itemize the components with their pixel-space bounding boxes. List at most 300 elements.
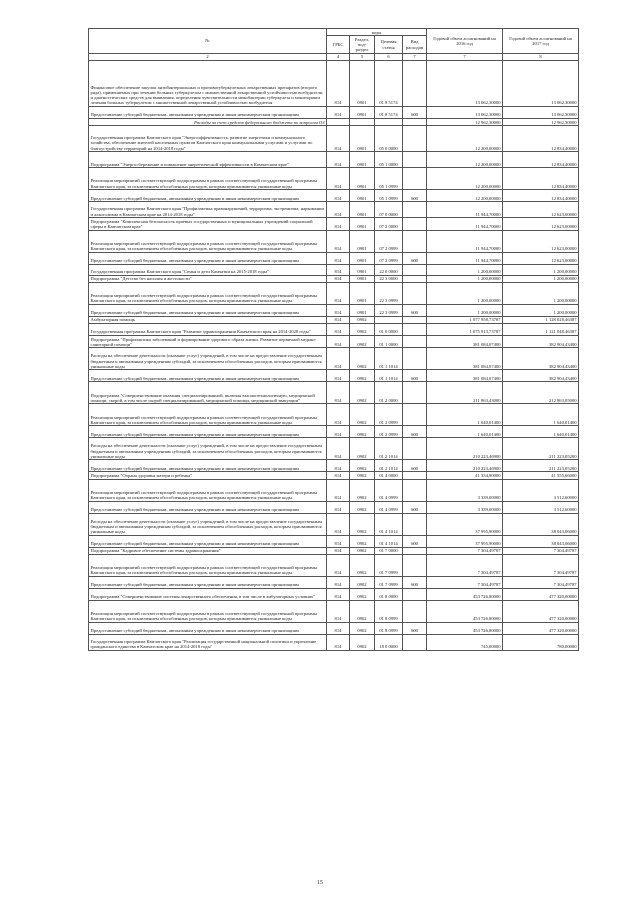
row-name-cell: Подпрограмма "Комплексная безопасность краевых государственных и муниципальных учреждений социальной сферы в Камчатском крае" xyxy=(89,218,327,230)
row-target-cell xyxy=(375,316,403,323)
row-grbs-cell: 814 xyxy=(327,252,350,264)
row-name-cell: Подпрограмма "Совершенствование оказания специализированной, включая высокотехнологичную, медицинской помощи, скорой, в том числе скорой специализированной, медицинской помощи, медицинской эвакуации" xyxy=(89,382,327,404)
row-section-cell xyxy=(350,119,375,126)
table-row xyxy=(89,535,579,547)
row-exptype-cell xyxy=(403,264,427,275)
row-name-cell: Подпрограмма "Охрана здоровья матери и ребенка" xyxy=(89,472,327,479)
row-target-cell: 01 2 0000 xyxy=(375,382,403,404)
row-2016-cell: 37 995,90000 xyxy=(427,513,503,535)
row-name-cell: Предоставление субсидий бюджетным, автономным учреждениям и иным некоммерческим организациям xyxy=(89,501,327,513)
table-row xyxy=(89,600,579,622)
row-grbs-cell: 814 xyxy=(327,107,350,119)
row-2016-cell: 453 726,80000 xyxy=(427,588,503,600)
row-grbs-cell: 814 xyxy=(327,588,350,600)
row-target-cell: 01 8 0999 xyxy=(375,622,403,634)
row-grbs-cell xyxy=(327,119,350,126)
table-row xyxy=(89,622,579,634)
budget-table xyxy=(88,28,579,651)
row-exptype-cell xyxy=(403,282,427,304)
row-name-cell: Реализация мероприятий соответствующей подпрограммы в рамках соответствующей государственной программы Камчатского края, за исключением обособленных расходов, которым присваиваются уникальные коды xyxy=(89,168,327,190)
row-name-cell: Предоставление субсидий бюджетным, автономным учреждениям и иным некоммерческим организациям xyxy=(89,190,327,202)
row-name-cell: Подпрограмма "Энергосбережение и повышение энергетической эффективности в Камчатском крае" xyxy=(89,152,327,168)
row-name-cell: Предоставление субсидий бюджетным, автономным учреждениям и иным некоммерческим организациям xyxy=(89,460,327,472)
header-number: № xyxy=(89,29,327,54)
row-2016-cell: 7 304,49787 xyxy=(427,547,503,554)
table-row xyxy=(89,275,579,282)
row-2016-cell: 12 200,00000 xyxy=(427,168,503,190)
row-section-cell: 0901 xyxy=(350,126,375,152)
row-section-cell: 0902 xyxy=(350,472,375,479)
row-target-cell: 01 2 1014 xyxy=(375,460,403,472)
row-2017-cell: 13 062,30000 xyxy=(503,61,579,107)
row-name-cell: Финансовое обеспечение закупок антибактериальных и противотуберкулезных лекарственных препаратов (второго ряда), применяемых при лечении больных туберкулезом с множественной лекарственной устойчивостью возбудителя, и диагностических средств для выявления, определения чувствительности микобактерии туберкулеза и мониторинга лечения больных туберкулезом с множественной лекарственной устойчивостью возбудителя xyxy=(89,61,327,107)
row-grbs-cell: 814 xyxy=(327,547,350,554)
row-target-cell: 01 8 0999 xyxy=(375,600,403,622)
table-row xyxy=(89,588,579,600)
row-grbs-cell: 814 xyxy=(327,426,350,438)
row-section-cell: 0902 xyxy=(350,588,375,600)
row-exptype-cell xyxy=(403,438,427,460)
row-name-cell: Реализация мероприятий соответствующей подпрограммы в рамках соответствующей государственной программы Камчатского края, за исключением обособленных расходов, которым присваиваются уникальные коды xyxy=(89,282,327,304)
row-2016-cell: 11 944,70000 xyxy=(427,218,503,230)
row-exptype-cell: 600 xyxy=(403,426,427,438)
column-number: 5 xyxy=(350,53,375,60)
table-row xyxy=(89,304,579,316)
row-target-cell: 07 2 0000 xyxy=(375,218,403,230)
row-section-cell: 0901 xyxy=(350,252,375,264)
row-name-cell: Подпрограмма "Профилактика заболеваний и формирование здорового образа жизни. Развитие первичной медико-санитарной помощи" xyxy=(89,336,327,348)
row-exptype-cell: 600 xyxy=(403,622,427,634)
table-row xyxy=(89,554,579,576)
row-grbs-cell: 814 xyxy=(327,535,350,547)
row-target-cell: 01 2 0999 xyxy=(375,404,403,426)
row-section-cell: 0902 xyxy=(350,576,375,588)
row-exptype-cell xyxy=(403,382,427,404)
row-target-cell: 01 8 5174 xyxy=(375,61,403,107)
row-2017-cell: 13 062,30000 xyxy=(503,107,579,119)
row-2016-cell: 1 200,00000 xyxy=(427,264,503,275)
row-exptype-cell xyxy=(403,202,427,218)
row-2016-cell: 7 304,49787 xyxy=(427,554,503,576)
row-grbs-cell: 814 xyxy=(327,126,350,152)
row-section-cell: 0901 xyxy=(350,230,375,252)
row-grbs-cell: 814 xyxy=(327,264,350,275)
row-section-cell: 0901 xyxy=(350,264,375,275)
table-row xyxy=(89,264,579,275)
table-row xyxy=(89,479,579,501)
row-exptype-cell xyxy=(403,218,427,230)
table-row xyxy=(89,126,579,152)
row-exptype-cell xyxy=(403,61,427,107)
row-2016-cell: 3 339,00000 xyxy=(427,501,503,513)
table-row xyxy=(89,382,579,404)
row-grbs-cell: 814 xyxy=(327,370,350,382)
row-section-cell: 0901 xyxy=(350,168,375,190)
row-grbs-cell: 814 xyxy=(327,304,350,316)
row-2016-cell: 745,00000 xyxy=(427,634,503,650)
row-section-cell: 0902 xyxy=(350,460,375,472)
row-target-cell: 01 7 0999 xyxy=(375,576,403,588)
row-section-cell: 0901 xyxy=(350,282,375,304)
table-row xyxy=(89,472,579,479)
row-exptype-cell: 600 xyxy=(403,535,427,547)
row-target-cell: 05 1 0999 xyxy=(375,168,403,190)
row-2017-cell: 1 121 048,46387 xyxy=(503,324,579,336)
row-2017-cell: 12 962,30000 xyxy=(503,119,579,126)
row-grbs-cell: 814 xyxy=(327,554,350,576)
row-2017-cell: 1 128 028,46387 xyxy=(503,316,579,323)
row-exptype-cell: 600 xyxy=(403,370,427,382)
row-exptype-cell xyxy=(403,348,427,370)
table-row xyxy=(89,370,579,382)
column-number: 2 xyxy=(89,53,327,60)
row-name-cell: Подпрограмма "Кадровое обеспечение системы здравоохранения" xyxy=(89,547,327,554)
row-2017-cell: 12 834,40000 xyxy=(503,126,579,152)
row-2016-cell: 381 084,07400 xyxy=(427,336,503,348)
row-exptype-cell xyxy=(403,336,427,348)
row-2017-cell: 1 640,01400 xyxy=(503,404,579,426)
row-grbs-cell: 814 xyxy=(327,152,350,168)
table-row xyxy=(89,576,579,588)
row-name-cell: Подпрограмма "Детство без насилия и жестокости" xyxy=(89,275,327,282)
table-row xyxy=(89,202,579,218)
row-name-cell: Подпрограмма "Совершенствование системы лекарственного обеспечения, в том числе в амбулаторных условиях" xyxy=(89,588,327,600)
table-row xyxy=(89,168,579,190)
table-row xyxy=(89,230,579,252)
row-grbs-cell: 814 xyxy=(327,275,350,282)
row-grbs-cell: 814 xyxy=(327,600,350,622)
row-2017-cell: 1 200,00000 xyxy=(503,282,579,304)
row-target-cell: 07 0 0000 xyxy=(375,202,403,218)
table-row xyxy=(89,107,579,119)
row-name-cell: Государственная программа Камчатского края "Развитие здравоохранения Камчатского края на 2014-2020 годы" xyxy=(89,324,327,336)
row-name-cell: Предоставление субсидий бюджетным, автономным учреждениям и иным некоммерческим организациям xyxy=(89,622,327,634)
row-2016-cell: 1 200,00000 xyxy=(427,282,503,304)
row-exptype-cell: 600 xyxy=(403,304,427,316)
row-section-cell: 0902 xyxy=(350,554,375,576)
column-number: 6 xyxy=(375,53,403,60)
row-grbs-cell: 814 xyxy=(327,316,350,323)
row-2016-cell: 381 084,07400 xyxy=(427,348,503,370)
table-row xyxy=(89,426,579,438)
row-2017-cell: 3 512,60000 xyxy=(503,479,579,501)
row-grbs-cell: 814 xyxy=(327,190,350,202)
row-2016-cell: 210 223,46900 xyxy=(427,460,503,472)
row-section-cell: 0902 xyxy=(350,479,375,501)
row-target-cell: 01 4 1014 xyxy=(375,513,403,535)
row-grbs-cell: 814 xyxy=(327,348,350,370)
row-2017-cell: 12 834,40000 xyxy=(503,190,579,202)
row-section-cell: 0902 xyxy=(350,324,375,336)
row-grbs-cell: 814 xyxy=(327,282,350,304)
row-target-cell: 22 0 0000 xyxy=(375,264,403,275)
table-row xyxy=(89,324,579,336)
header-2017: Годовой объем ассигнований на 2017 год xyxy=(503,29,579,54)
row-name-cell: Государственная программа Камчатского края "Энергоэффективность, развитие энергетики и коммунального хозяйства, обеспечение жителей населенных пунктов Камчатского края коммунальными услугами и услугами по благоустройству территорий на 2014-2018 годы" xyxy=(89,126,327,152)
row-section-cell: 0901 xyxy=(350,202,375,218)
row-name-cell: Расходы за счет средств федерального бюджета по вопросам ОЗ xyxy=(89,119,327,126)
row-section-cell: 0902 xyxy=(350,382,375,404)
row-target-cell: 01 8 5174 xyxy=(375,107,403,119)
row-exptype-cell xyxy=(403,554,427,576)
table-row xyxy=(89,316,579,323)
row-2017-cell: 477 320,00000 xyxy=(503,588,579,600)
row-2016-cell: 381 084,07400 xyxy=(427,370,503,382)
table-row xyxy=(89,460,579,472)
row-2017-cell: 212 863,05000 xyxy=(503,382,579,404)
row-grbs-cell: 814 xyxy=(327,501,350,513)
row-2017-cell: 38 043,06000 xyxy=(503,535,579,547)
row-2017-cell: 211 223,05200 xyxy=(503,438,579,460)
row-exptype-cell: 600 xyxy=(403,190,427,202)
row-2017-cell: 12 834,40000 xyxy=(503,152,579,168)
row-2016-cell: 11 944,70000 xyxy=(427,230,503,252)
row-2017-cell: 382 904,43400 xyxy=(503,370,579,382)
row-name-cell: Расходы на обеспечение деятельности (оказание услуг) учреждений, в том числе на предоставление государственным бюджетным и автономным учреждениям субсидий, за исключением обособленных расходов, которым присваиваются уникальные коды xyxy=(89,348,327,370)
row-target-cell: 22 3 0999 xyxy=(375,304,403,316)
row-2016-cell: 1 200,00000 xyxy=(427,275,503,282)
row-exptype-cell xyxy=(403,472,427,479)
row-exptype-cell xyxy=(403,126,427,152)
row-2016-cell: 7 304,49787 xyxy=(427,576,503,588)
row-target-cell: 01 4 0000 xyxy=(375,472,403,479)
row-exptype-cell: 600 xyxy=(403,460,427,472)
row-name-cell: Предоставление субсидий бюджетным, автономным учреждениям и иным некоммерческим организациям xyxy=(89,535,327,547)
row-2017-cell: 382 904,43400 xyxy=(503,336,579,348)
row-2016-cell: 211 863,43000 xyxy=(427,382,503,404)
row-target-cell xyxy=(375,119,403,126)
header-codes-group: коды xyxy=(327,29,427,36)
row-2017-cell: 38 043,06000 xyxy=(503,513,579,535)
row-2017-cell: 12 834,40000 xyxy=(503,168,579,190)
row-exptype-cell xyxy=(403,600,427,622)
row-2016-cell: 13 062,30000 xyxy=(427,61,503,107)
table-row xyxy=(89,404,579,426)
column-number: 4 xyxy=(327,53,350,60)
row-exptype-cell xyxy=(403,324,427,336)
row-exptype-cell: 600 xyxy=(403,501,427,513)
row-section-cell: 0902 xyxy=(350,370,375,382)
table-row xyxy=(89,634,579,650)
row-target-cell: 01 2 0999 xyxy=(375,426,403,438)
row-name-cell: Государственная программа Камчатского края "Семья и дети Камчатки на 2015-2018 годы" xyxy=(89,264,327,275)
row-grbs-cell: 814 xyxy=(327,438,350,460)
row-section-cell: 0902 xyxy=(350,535,375,547)
table-row xyxy=(89,348,579,370)
row-2016-cell: 12 200,00000 xyxy=(427,190,503,202)
row-2016-cell: 1 077 958,73787 xyxy=(427,316,503,323)
row-name-cell: Реализация мероприятий соответствующей подпрограммы в рамках соответствующей государственной программы Камчатского края, за исключением обособленных расходов, которым присваиваются уникальные коды xyxy=(89,479,327,501)
row-name-cell: Расходы на обеспечение деятельности (оказание услуг) учреждений, в том числе на предоставление государственным бюджетным и автономным учреждениям субсидий, за исключением обособленных расходов, которым присваиваются уникальные коды xyxy=(89,438,327,460)
row-section-cell: 0902 xyxy=(350,438,375,460)
table-row xyxy=(89,282,579,304)
row-2017-cell: 12 623,00000 xyxy=(503,230,579,252)
row-exptype-cell xyxy=(403,588,427,600)
budget-table-container xyxy=(88,28,578,651)
row-exptype-cell xyxy=(403,479,427,501)
row-section-cell: 0902 xyxy=(350,547,375,554)
row-name-cell: Предоставление субсидий бюджетным, автономным учреждениям и иным некоммерческим организациям xyxy=(89,107,327,119)
row-grbs-cell: 814 xyxy=(327,576,350,588)
row-2016-cell: 1 640,01400 xyxy=(427,426,503,438)
row-grbs-cell: 814 xyxy=(327,472,350,479)
table-row xyxy=(89,190,579,202)
table-row xyxy=(89,438,579,460)
header-target: Целевая статья xyxy=(375,36,403,54)
row-target-cell: 01 8 0000 xyxy=(375,588,403,600)
row-exptype-cell xyxy=(403,168,427,190)
row-2016-cell: 12 962,30000 xyxy=(427,119,503,126)
row-2017-cell: 1 640,01400 xyxy=(503,426,579,438)
row-target-cell: 01 7 0999 xyxy=(375,554,403,576)
row-name-cell: Амбулаторная помощь xyxy=(89,316,327,323)
row-target-cell: 01 0 0000 xyxy=(375,324,403,336)
row-2016-cell: 41 334,90000 xyxy=(427,472,503,479)
row-2017-cell: 41 555,66000 xyxy=(503,472,579,479)
row-grbs-cell: 814 xyxy=(327,324,350,336)
header-expense-type: Вид расходов xyxy=(403,36,427,54)
row-exptype-cell xyxy=(403,152,427,168)
row-2016-cell: 210 223,46900 xyxy=(427,438,503,460)
page-number: 15 xyxy=(317,880,323,886)
table-row xyxy=(89,336,579,348)
row-section-cell: 0901 xyxy=(350,107,375,119)
header-numbering-row xyxy=(89,53,579,60)
row-section-cell: 0902 xyxy=(350,336,375,348)
row-name-cell: Государственная программа Камчатского края "Профилактика правонарушений, терроризма, экстремизма, наркомании и алкоголизма в Камчатском крае на 2014-2018 годы" xyxy=(89,202,327,218)
row-section-cell: 0902 xyxy=(350,404,375,426)
row-target-cell: 05 0 0000 xyxy=(375,126,403,152)
row-section-cell: 0902 xyxy=(350,513,375,535)
row-exptype-cell xyxy=(403,547,427,554)
row-name-cell: Предоставление субсидий бюджетным, автономным учреждениям и иным некоммерческим организациям xyxy=(89,252,327,264)
row-target-cell: 07 2 0999 xyxy=(375,252,403,264)
table-row xyxy=(89,252,579,264)
row-grbs-cell: 814 xyxy=(327,230,350,252)
row-grbs-cell: 814 xyxy=(327,168,350,190)
row-exptype-cell: 600 xyxy=(403,107,427,119)
row-section-cell: 0902 xyxy=(350,622,375,634)
row-section-cell: 0901 xyxy=(350,304,375,316)
row-section-cell: 0902 xyxy=(350,501,375,513)
header-2016: Годовой объем ассигнований на 2016 год xyxy=(427,29,503,54)
row-section-cell: 0901 xyxy=(350,190,375,202)
row-target-cell: 05 1 0999 xyxy=(375,190,403,202)
row-target-cell: 01 1 1014 xyxy=(375,348,403,370)
row-2017-cell: 12 623,00000 xyxy=(503,252,579,264)
row-exptype-cell: 600 xyxy=(403,576,427,588)
row-grbs-cell: 814 xyxy=(327,61,350,107)
table-row xyxy=(89,61,579,107)
row-grbs-cell: 814 xyxy=(327,404,350,426)
row-grbs-cell: 814 xyxy=(327,382,350,404)
row-section-cell: 0902 xyxy=(350,316,375,323)
row-grbs-cell: 814 xyxy=(327,202,350,218)
table-row xyxy=(89,547,579,554)
row-grbs-cell: 814 xyxy=(327,513,350,535)
row-name-cell: Реализация мероприятий соответствующей подпрограммы в рамках соответствующей государственной программы Камчатского края, за исключением обособленных расходов, которым присваиваются уникальные коды xyxy=(89,230,327,252)
row-2016-cell: 3 339,00000 xyxy=(427,479,503,501)
row-2017-cell: 477 320,00000 xyxy=(503,600,579,622)
row-exptype-cell xyxy=(403,316,427,323)
row-exptype-cell xyxy=(403,275,427,282)
row-2016-cell: 37 995,90000 xyxy=(427,535,503,547)
row-target-cell: 01 2 1014 xyxy=(375,438,403,460)
row-target-cell: 05 1 0000 xyxy=(375,152,403,168)
table-row xyxy=(89,513,579,535)
row-exptype-cell xyxy=(403,404,427,426)
row-name-cell: Реализация мероприятий соответствующей подпрограммы в рамках соответствующей государственной программы Камчатского края, за исключением обособленных расходов, которым присваиваются уникальные коды xyxy=(89,404,327,426)
row-2016-cell: 453 726,80000 xyxy=(427,600,503,622)
row-2017-cell: 7 304,49787 xyxy=(503,547,579,554)
row-name-cell: Государственная программа Камчатского края "Реализация государственной национальной политики и укрепление гражданского единства в Камчатском крае на 2014-2018 годы" xyxy=(89,634,327,650)
row-2017-cell: 382 904,43400 xyxy=(503,348,579,370)
row-target-cell: 18 0 0000 xyxy=(375,634,403,650)
row-grbs-cell: 814 xyxy=(327,479,350,501)
row-2016-cell: 1 075 913,73787 xyxy=(427,324,503,336)
row-target-cell: 01 4 0999 xyxy=(375,501,403,513)
row-section-cell: 0901 xyxy=(350,61,375,107)
row-section-cell: 0902 xyxy=(350,600,375,622)
row-section-cell: 0902 xyxy=(350,426,375,438)
table-row xyxy=(89,501,579,513)
row-grbs-cell: 814 xyxy=(327,218,350,230)
row-2016-cell: 12 200,00000 xyxy=(427,126,503,152)
row-exptype-cell xyxy=(403,634,427,650)
row-target-cell: 22 3 0999 xyxy=(375,282,403,304)
header-grbs: ГРБС xyxy=(327,36,350,54)
row-2017-cell: 1 200,00000 xyxy=(503,264,579,275)
row-target-cell: 22 3 0000 xyxy=(375,275,403,282)
row-2017-cell: 7 304,49787 xyxy=(503,576,579,588)
row-section-cell: 0901 xyxy=(350,218,375,230)
row-2016-cell: 11 944,70000 xyxy=(427,202,503,218)
row-name-cell: Предоставление субсидий бюджетным, автономным учреждениям и иным некоммерческим организациям xyxy=(89,576,327,588)
row-name-cell: Предоставление субсидий бюджетным, автономным учреждениям и иным некоммерческим организациям xyxy=(89,370,327,382)
row-2017-cell: 477 320,00000 xyxy=(503,622,579,634)
row-target-cell: 01 4 0999 xyxy=(375,479,403,501)
column-number: 7 xyxy=(427,53,503,60)
row-section-cell: 0901 xyxy=(350,152,375,168)
row-grbs-cell: 814 xyxy=(327,634,350,650)
row-2017-cell: 12 623,00000 xyxy=(503,202,579,218)
row-2017-cell: 780,00000 xyxy=(503,634,579,650)
table-note-row xyxy=(89,119,579,126)
column-number: 8 xyxy=(503,53,579,60)
table-row xyxy=(89,152,579,168)
row-2017-cell: 12 623,00000 xyxy=(503,218,579,230)
row-2017-cell: 211 223,05200 xyxy=(503,460,579,472)
table-row xyxy=(89,218,579,230)
row-target-cell: 01 4 1014 xyxy=(375,535,403,547)
row-section-cell: 0901 xyxy=(350,275,375,282)
row-grbs-cell: 814 xyxy=(327,336,350,348)
row-target-cell: 01 1 1014 xyxy=(375,370,403,382)
row-name-cell: Реализация мероприятий соответствующей подпрограммы в рамках соответствующей государственной программы Камчатского края, за исключением обособленных расходов, которым присваиваются уникальные коды xyxy=(89,554,327,576)
row-2016-cell: 11 944,70000 xyxy=(427,252,503,264)
row-2017-cell: 1 200,00000 xyxy=(503,275,579,282)
row-2017-cell: 7 304,49787 xyxy=(503,554,579,576)
row-2016-cell: 453 726,80000 xyxy=(427,622,503,634)
row-name-cell: Предоставление субсидий бюджетным, автономным учреждениям и иным некоммерческим организациям xyxy=(89,304,327,316)
row-2016-cell: 13 062,30000 xyxy=(427,107,503,119)
row-name-cell: Расходы на обеспечение деятельности (оказание услуг) учреждений, в том числе на предоставление государственным бюджетным и автономным учреждениям субсидий, за исключением обособленных расходов, которым присваиваются уникальные коды xyxy=(89,513,327,535)
row-grbs-cell: 814 xyxy=(327,460,350,472)
column-number: 7 xyxy=(403,53,427,60)
row-name-cell: Предоставление субсидий бюджетным, автономным учреждениям и иным некоммерческим организациям xyxy=(89,426,327,438)
row-2017-cell: 3 512,60000 xyxy=(503,501,579,513)
row-exptype-cell xyxy=(403,119,427,126)
